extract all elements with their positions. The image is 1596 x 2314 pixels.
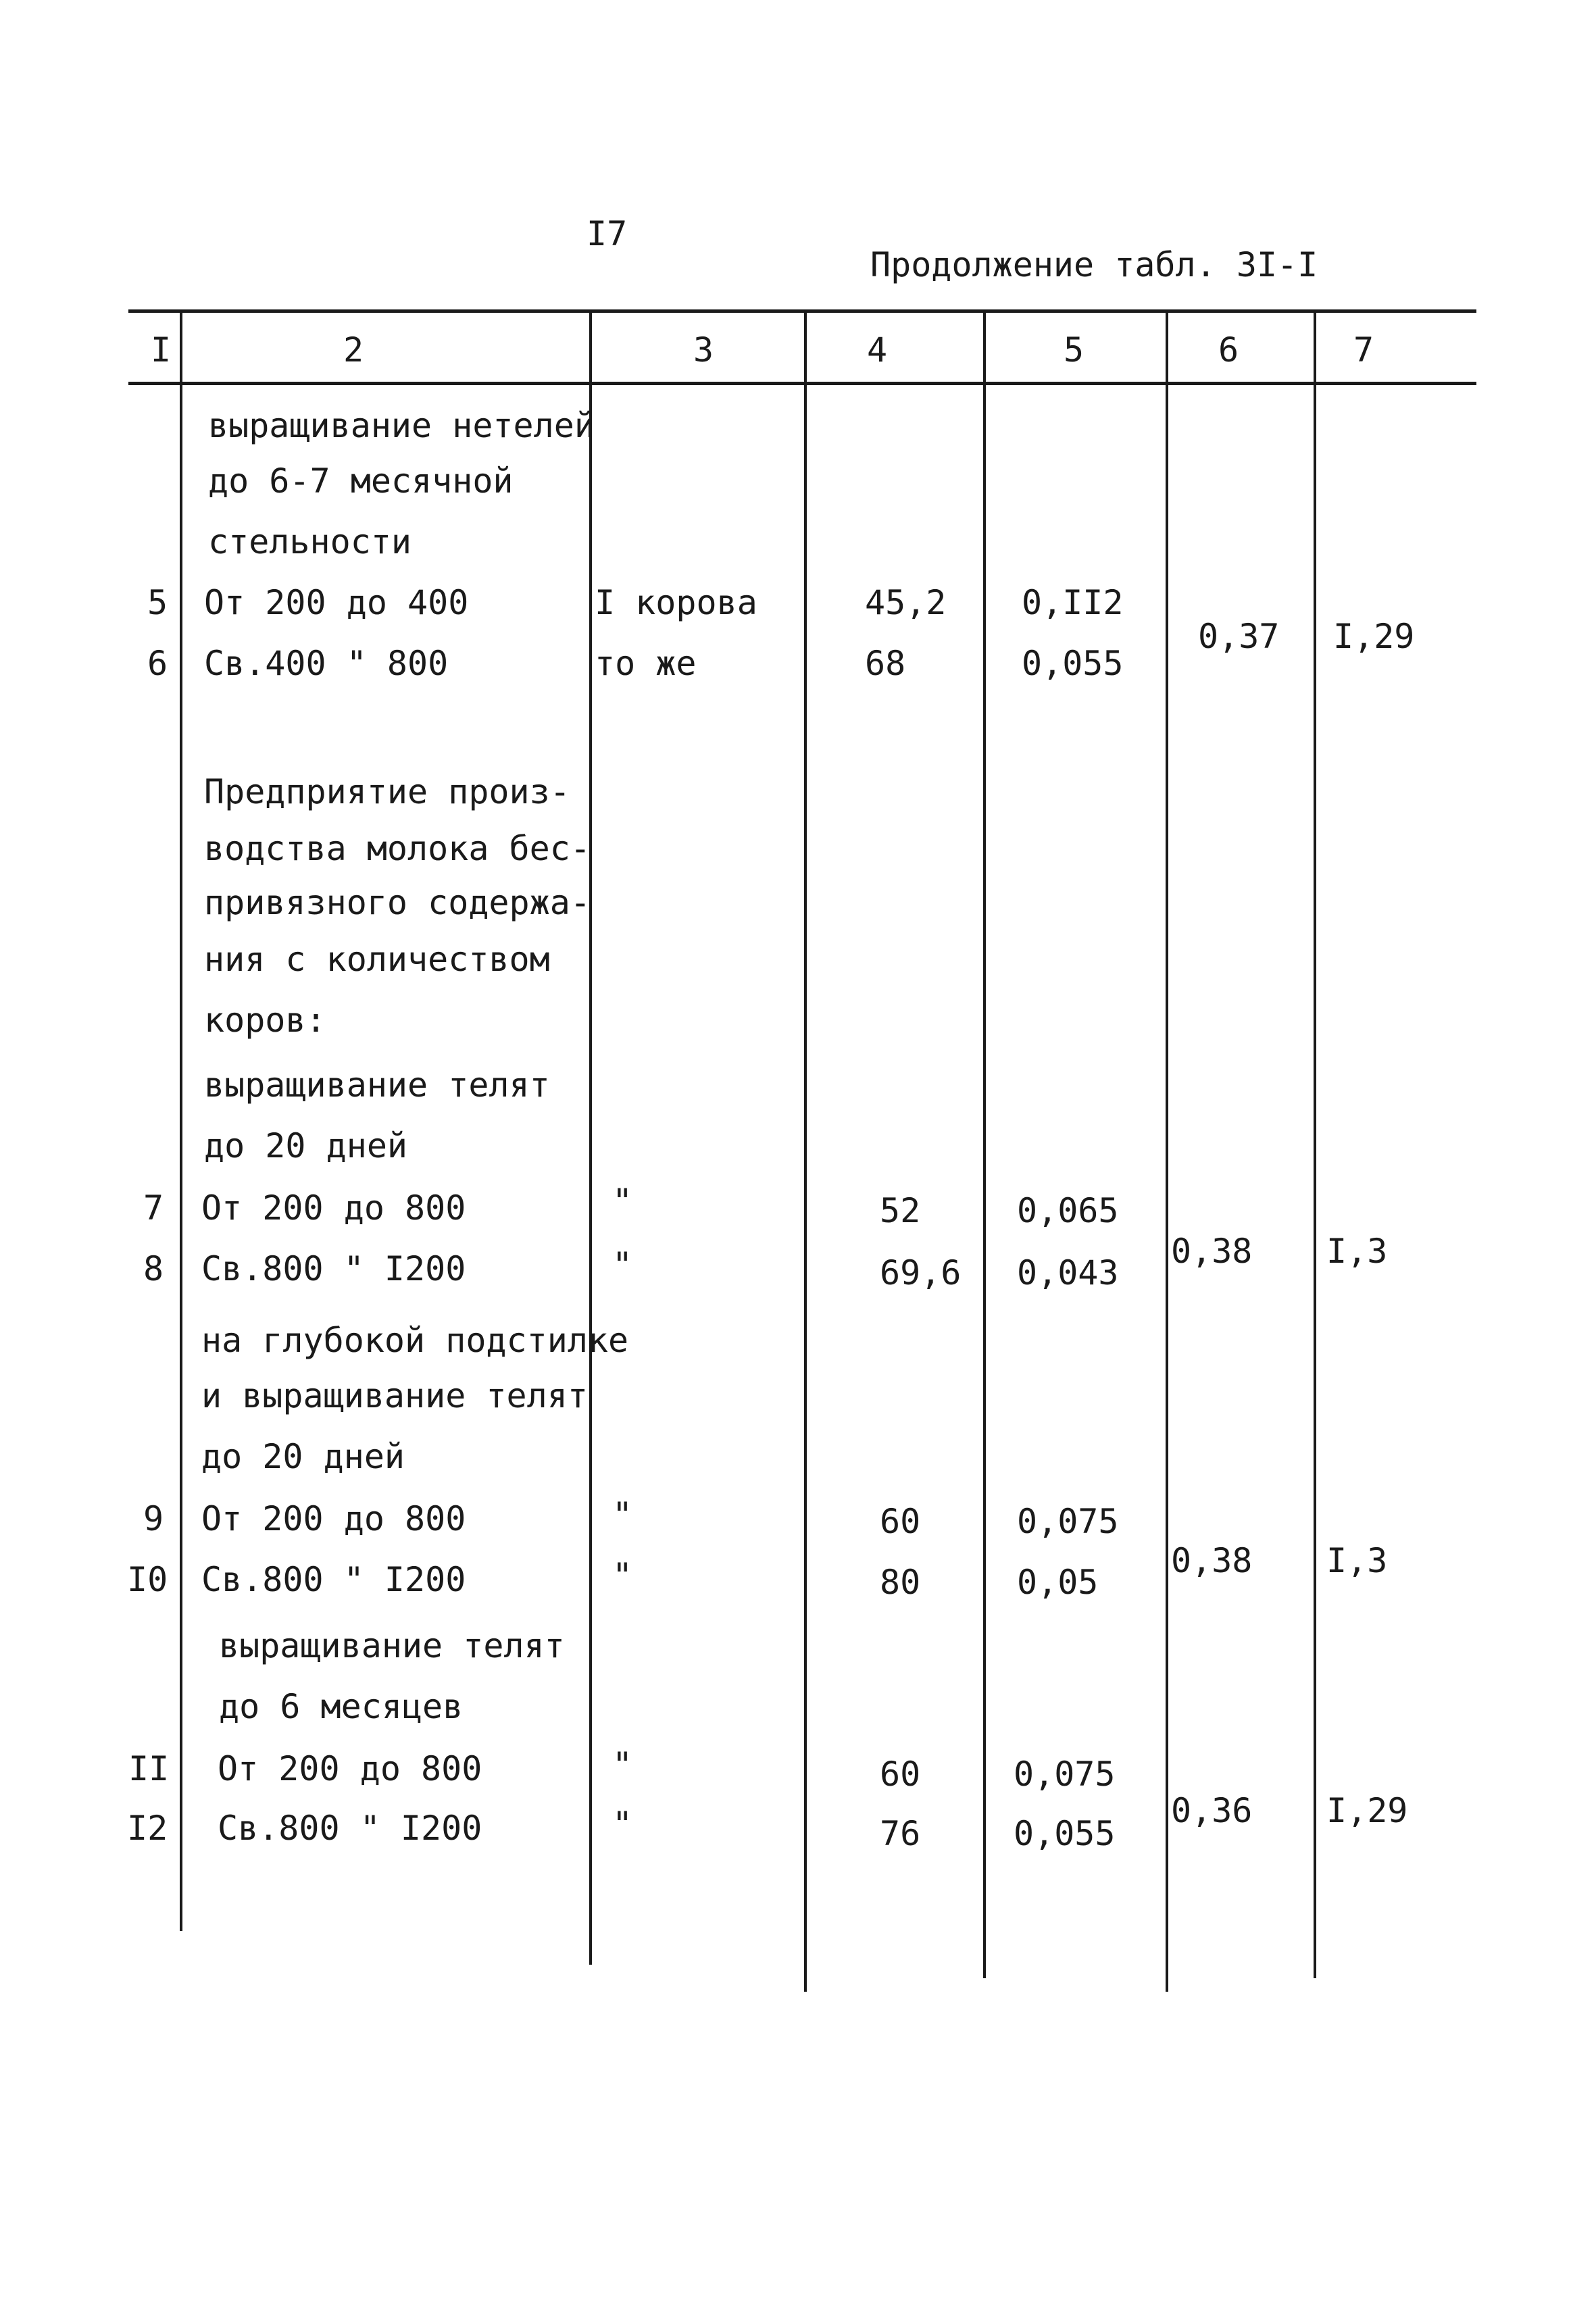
row-col-4: 45,2: [865, 583, 947, 622]
row-col-5: 0,075: [1017, 1502, 1119, 1541]
section-text: до 6-7 месячной: [208, 461, 514, 501]
row-col-4: 69,6: [880, 1253, 962, 1292]
section-text: до 20 дней: [201, 1437, 405, 1476]
table-caption: Продолжение табл. 3I-I: [870, 245, 1318, 284]
section-text: стельности: [208, 522, 412, 561]
section-text: ния с количеством: [204, 940, 550, 979]
row-unit: ": [612, 1495, 633, 1534]
section-text: привязного содержа-: [204, 883, 591, 922]
row-col-5: 0,055: [1014, 1814, 1116, 1853]
header-col-4: 4: [867, 330, 888, 370]
row-col-5: 0,065: [1017, 1191, 1119, 1230]
row-col-5: 0,05: [1017, 1563, 1099, 1602]
row-description: Св.800 " I200: [201, 1560, 466, 1599]
section-text: выращивание телят: [219, 1626, 565, 1665]
row-col-4: 80: [880, 1563, 921, 1602]
row-col-4: 52: [880, 1191, 921, 1230]
group-col-7: I,29: [1333, 617, 1415, 656]
row-description: От 200 до 800: [201, 1188, 466, 1228]
row-col-5: 0,043: [1017, 1253, 1119, 1292]
row-description: От 200 до 800: [218, 1749, 482, 1788]
section-text: коров:: [204, 1001, 326, 1040]
column-divider-1: [180, 309, 182, 1931]
row-description: Св.400 " 800: [204, 644, 449, 683]
group-col-7: I,3: [1326, 1232, 1388, 1271]
header-col-5: 5: [1064, 330, 1084, 370]
row-col-5: 0,II2: [1022, 583, 1124, 622]
group-col-7: I,29: [1326, 1791, 1408, 1830]
group-col-6: 0,36: [1171, 1791, 1253, 1830]
page-number: I7: [587, 214, 628, 253]
row-number: 6: [147, 644, 168, 683]
header-col-7: 7: [1353, 330, 1374, 370]
row-number: 9: [143, 1499, 164, 1538]
row-description: Св.800 " I200: [201, 1249, 466, 1288]
section-text: выращивание нетелей: [208, 406, 595, 445]
row-number: 8: [143, 1249, 164, 1288]
row-number: I2: [127, 1809, 168, 1848]
row-number: 5: [147, 583, 168, 622]
column-divider-3: [804, 309, 807, 1992]
column-divider-4: [983, 309, 986, 1978]
section-text: до 20 дней: [204, 1126, 408, 1165]
row-col-4: 60: [880, 1755, 921, 1794]
row-description: От 200 до 800: [201, 1499, 466, 1538]
column-divider-6: [1314, 309, 1316, 1978]
group-col-6: 0,37: [1198, 617, 1280, 656]
section-text: Предприятие произ-: [204, 772, 570, 811]
row-description: От 200 до 400: [204, 583, 469, 622]
header-col-1: I: [151, 330, 172, 370]
row-col-4: 76: [880, 1814, 921, 1853]
row-col-4: 68: [865, 644, 906, 683]
row-col-5: 0,075: [1014, 1755, 1116, 1794]
header-col-3: 3: [693, 330, 714, 370]
row-unit: ": [612, 1245, 633, 1284]
table-header-rule: [128, 382, 1476, 385]
row-number: 7: [143, 1188, 164, 1228]
row-unit: ": [612, 1805, 633, 1844]
section-text: выращивание телят: [204, 1065, 550, 1105]
row-unit: ": [612, 1745, 633, 1784]
row-unit: I корова: [595, 583, 757, 622]
row-description: Св.800 " I200: [218, 1809, 482, 1848]
row-col-4: 60: [880, 1502, 921, 1541]
section-text: на глубокой подстилке: [201, 1321, 629, 1360]
group-col-6: 0,38: [1171, 1541, 1253, 1580]
group-col-6: 0,38: [1171, 1232, 1253, 1271]
row-number: II: [128, 1749, 170, 1788]
column-divider-2: [589, 309, 592, 1965]
row-unit: ": [612, 1182, 633, 1221]
column-divider-5: [1166, 309, 1168, 1992]
row-unit: ": [612, 1556, 633, 1595]
section-text: водства молока бес-: [204, 829, 591, 868]
section-text: и выращивание телят: [201, 1376, 588, 1415]
group-col-7: I,3: [1326, 1541, 1388, 1580]
table-top-rule: [128, 309, 1476, 313]
row-number: I0: [127, 1560, 168, 1599]
header-col-6: 6: [1218, 330, 1239, 370]
header-col-2: 2: [343, 330, 364, 370]
row-col-5: 0,055: [1022, 644, 1124, 683]
row-unit: то же: [595, 644, 697, 683]
section-text: до 6 месяцев: [219, 1687, 464, 1726]
